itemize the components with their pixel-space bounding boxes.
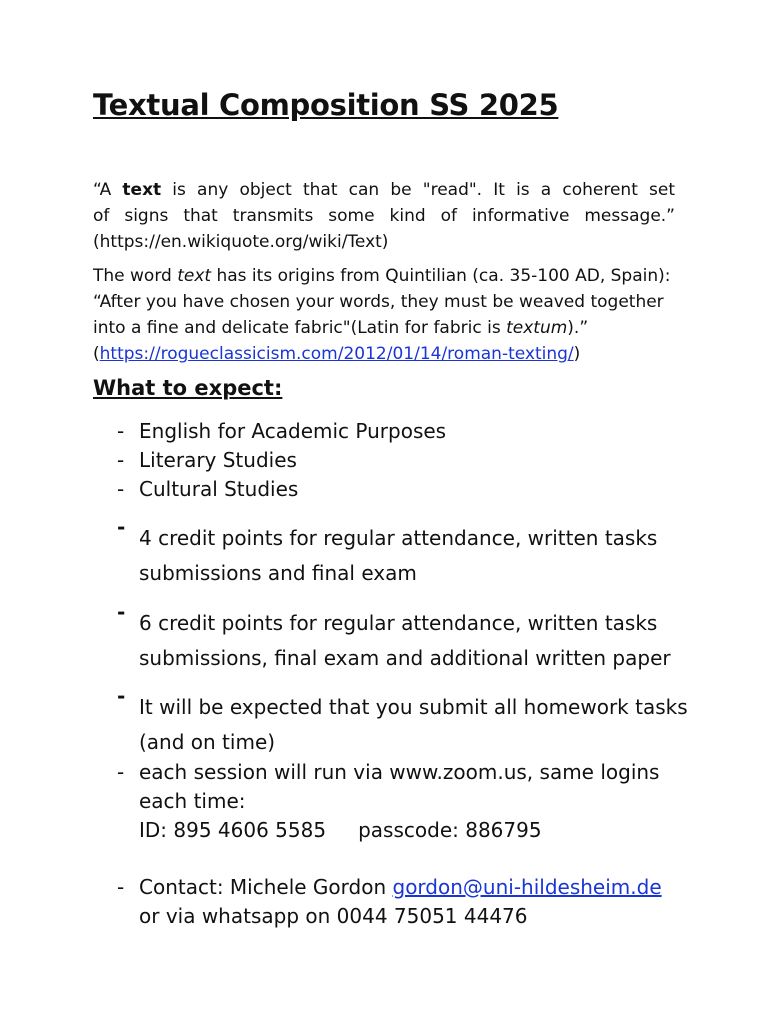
list-line: 4 credit points for regular attendance, written tasks [139,526,658,550]
list-line: submissions, final exam and additional written paper [139,646,671,670]
origin-text: ).” [567,318,589,338]
list-item-text [139,873,662,931]
quote-text: “A [93,180,123,200]
origin-text: The word [93,266,178,286]
origin-italic-word: text [177,266,212,286]
what-to-expect-heading: What to expect: [93,376,283,400]
list-line: each time: [139,789,246,813]
quote-line-2: of signs that transmits some kind of informative message.” [93,206,675,226]
quote-line-1 [93,177,675,203]
origin-text: has its origins from Quintilian (ca. 35-100 AD, Spain): [211,266,671,286]
list-item-text: Literary Studies [139,448,297,472]
list-dash: - [117,515,126,539]
list-line: It will be expected that you submit all homework tasks [139,695,688,719]
list-dash: - [117,875,125,899]
list-line: submissions and final exam [139,561,417,585]
list-item-text: Cultural Studies [139,477,299,501]
origin-text: into a fine and delicate fabric"(Latin for fabric is [93,318,507,338]
list-dash: - [117,419,125,443]
paren: ( [93,344,100,364]
page-title: Textual Composition SS 2025 [93,88,559,122]
contact-label: Contact: Michele Gordon [139,875,393,899]
quote-text: is any object that can be "read". It is a coherent set [161,180,675,200]
list-item-text [139,690,688,760]
whatsapp-contact: or via whatsapp on 0044 75051 44476 [139,904,528,928]
list-item-text [139,758,659,845]
list-item-text: English for Academic Purposes [139,419,447,443]
list-line: (and on time) [139,730,276,754]
word-origin-paragraph [93,263,693,367]
contact-email-link[interactable]: gordon@uni-hildesheim.de [392,875,662,899]
origin-line-2: “After you have chosen your words, they must be weaved together [93,292,664,312]
text-definition-quote [93,177,675,255]
quote-bold-word: text [122,180,162,200]
quote-source: (https://en.wikiquote.org/wiki/Text) [93,232,389,252]
origin-line-4 [93,341,693,367]
paren: ) [573,344,581,364]
list-dash: - [117,600,126,624]
list-dash: - [117,760,125,784]
zoom-passcode: passcode: 886795 [358,818,542,842]
list-dash: - [117,477,125,501]
list-line: each session will run via www.zoom.us, same logins [139,760,660,784]
list-line: 6 credit points for regular attendance, written tasks [139,611,658,635]
source-link[interactable]: https://rogueclassicism.com/2012/01/14/roman-texting/ [99,344,574,364]
origin-line-3 [93,315,693,341]
list-dash: - [117,684,126,708]
list-dash: - [117,448,125,472]
origin-italic-latin: textum [506,318,568,338]
zoom-meeting-id: ID: 895 4606 5585 [139,818,327,842]
origin-line-1 [93,263,693,289]
list-item-text [139,606,671,676]
list-item-text [139,521,657,591]
